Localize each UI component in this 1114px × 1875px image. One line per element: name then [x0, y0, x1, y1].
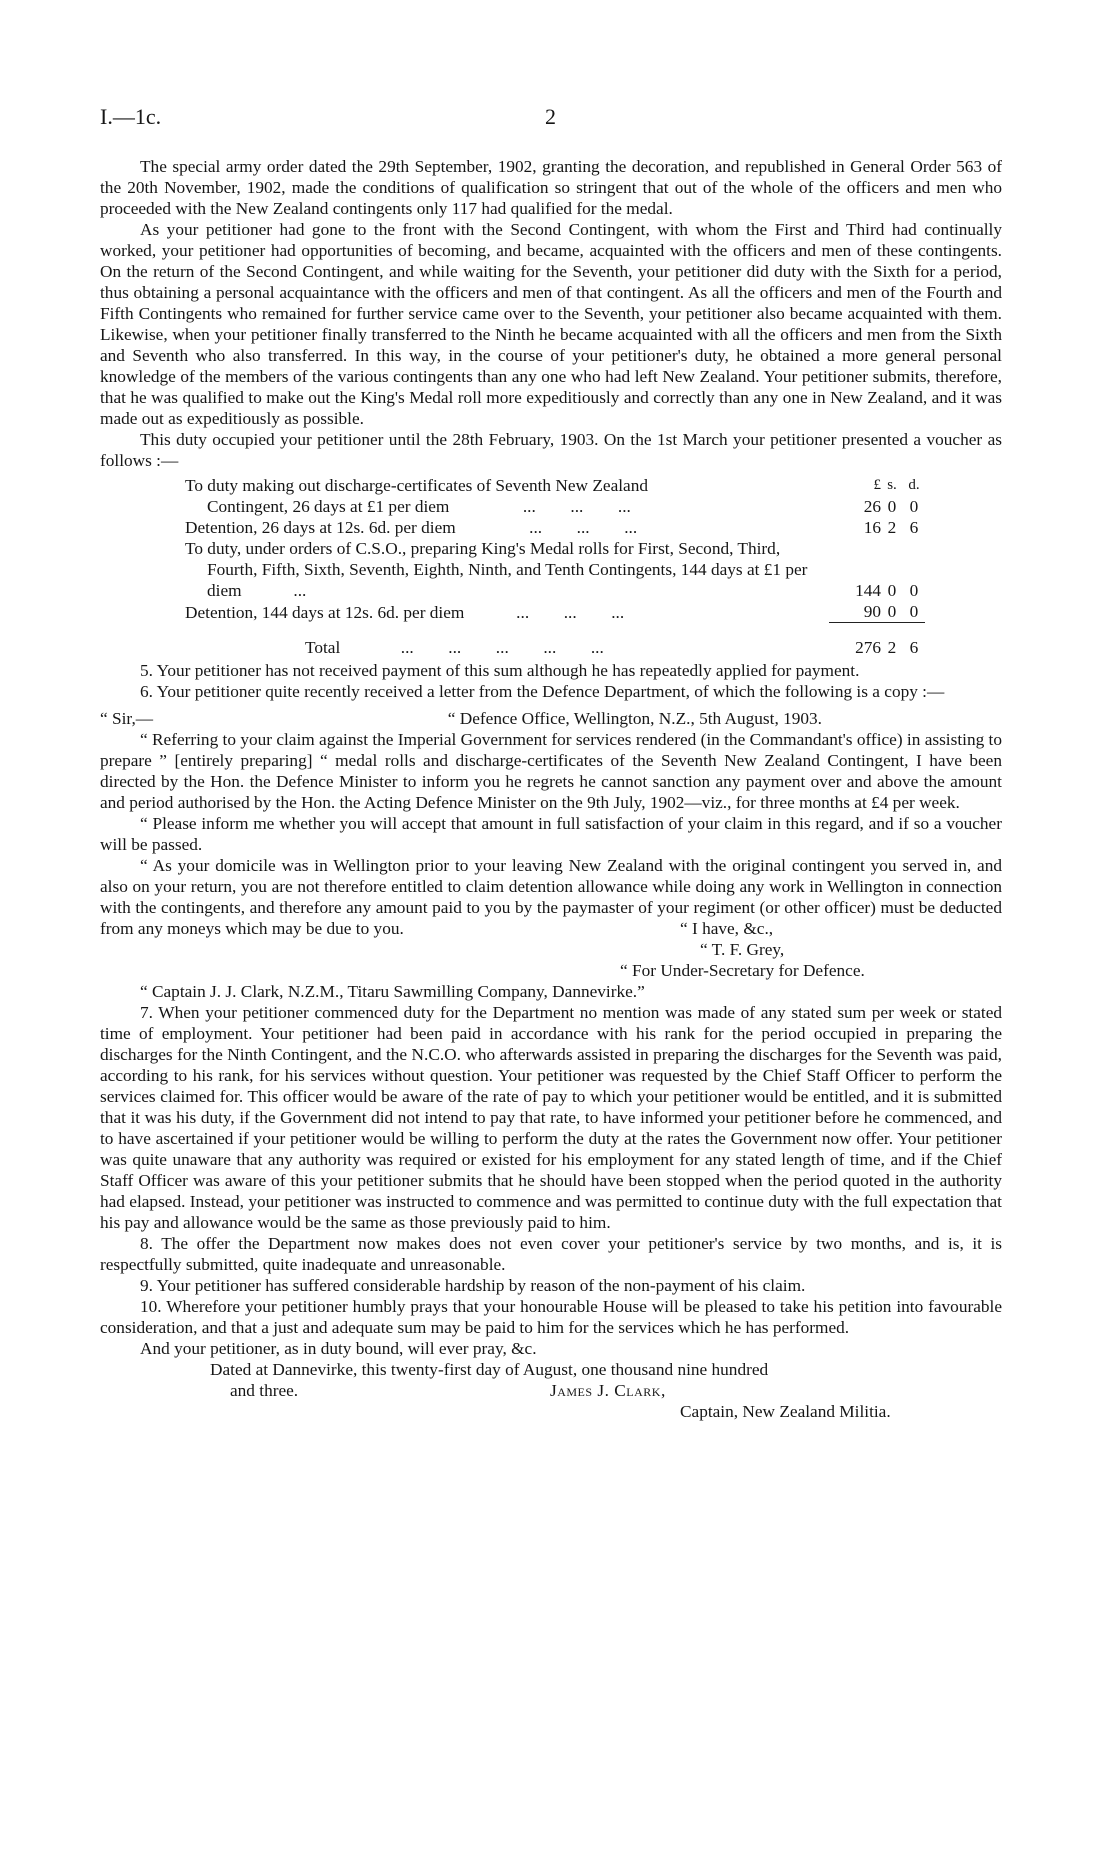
voucher-pence: 0 [909, 581, 919, 600]
voucher-table [185, 475, 925, 658]
voucher-total-pounds: 276 [829, 623, 881, 659]
voucher-pence: 6 [909, 518, 919, 537]
voucher-total-pence: 6 [903, 623, 925, 659]
voucher-desc: Contingent, 26 days at £1 per diem [207, 497, 450, 516]
paragraph-acquaintance: As your petitioner had gone to the front with the Second Contingent, with whom the First and Third had continually worked, your petitioner had opportunities of becoming, and became, acquainted with the officers and men of these contingents. On the return of the Second Contingent, and while waiting for the Seventh, your petitioner did duty with the Sixth for a period, thus obtaining a personal acquaintance with the officers and men of that contingent. As all the officers and men of the Fourth and Fifth Contingents who remained for further service came over to the Seventh, your petitioner also became acquainted with them. Likewise, when your petitioner finally transferred to the Ninth he became acquainted with all the officers and men from the Sixth and Seventh who also transferred. In this way, in the course of your petitioner's duty, he obtained a more general personal knowledge of the members of the various contingents than any one who had left New Zealand. Your petitioner submits, therefore, that he was qualified to make out the King's Medal roll more expeditiously and correctly than any one in New Zealand, and it was made out as expeditiously as possible. [100, 220, 1002, 428]
dated-line-2 [100, 1380, 1002, 1401]
leader-dots: ... ... ... [522, 497, 631, 516]
voucher-total-shillings: 2 [881, 623, 903, 659]
letter-salutation: “ Sir,— [100, 709, 154, 728]
voucher-pounds: 144 [855, 581, 881, 600]
voucher-col-pence: d. [908, 477, 920, 493]
petition-body [100, 156, 1002, 1422]
voucher-row [185, 496, 925, 517]
letter-signer: “ T. F. Grey, [700, 940, 785, 959]
paragraph-pray: And your petitioner, as in duty bound, will ever pray, &c. [140, 1339, 537, 1358]
signatory-rank: Captain, New Zealand Militia. [680, 1402, 891, 1421]
letter-address: “ Defence Office, Wellington, N.Z., 5th August, 1903. [447, 709, 822, 728]
paragraph-voucher-intro: This duty occupied your petitioner until the 28th February, 1903. On the 1st March your petitioner presented a voucher as follows :— [100, 430, 1002, 470]
leader-dots: ... ... ... [516, 602, 625, 622]
voucher-shillings: 0 [887, 581, 897, 600]
voucher-shillings: 2 [887, 518, 897, 537]
leader-dots: ... [293, 581, 307, 600]
paragraph-8: 8. The offer the Department now makes does not even cover your petitioner's service by two months, and is, it is respectfully submitted, quite inadequate and unreasonable. [100, 1234, 1002, 1274]
page-header [100, 104, 1000, 134]
voucher-shillings: 0 [887, 497, 897, 516]
letter-addressee: “ Captain J. J. Clark, N.Z.M., Titaru Sawmilling Company, Dannevirke.” [140, 982, 645, 1001]
paragraph-10: 10. Wherefore your petitioner humbly prays that your honourable House will be pleased to take his petition into favourable consideration, and that a just and adequate sum may be paid to him for the services which he has performed. [100, 1297, 1002, 1337]
paragraph-7: 7. When your petitioner commenced duty for the Department no mention was made of any stated sum per week or stated time of employment. Your petitioner had been paid in accordance with his rank for the period occupied in preparing the discharges for the Ninth Contingent, and the N.C.O. who afterwards assisted in preparing the discharges for the Seventh was paid, according to his rank, for his services without question. Your petitioner was requested by the Chief Staff Officer to perform the services claimed for. This officer would be aware of the rate of pay to which your petitioner would be entitled, and it is submitted that it was his duty, if the Government did not intend to pay that rate, to have informed your petitioner before he commenced, and to have ascertained if your petitioner would be willing to perform the duty at the rates the Government now offer. Your petitioner was quite unaware that any authority was required or existed for his employment for any stated length of time, and if the Chief Staff Officer was aware of this your petitioner submits that he should have been stopped when the period quoted in the authority had elapsed. Instead, your petitioner was instructed to commence and was permitted to continue duty with the full expectation that his pay and allowance would be the same as those previously paid to him. [100, 1003, 1002, 1232]
leader-dots: ... ... ... ... ... [400, 638, 604, 657]
paragraph-6: 6. Your petitioner quite recently received a letter from the Defence Department, of which the following is a copy :— [140, 682, 945, 701]
voucher-pounds: 90 [863, 602, 881, 621]
voucher-pounds: 16 [863, 518, 881, 537]
voucher-row [185, 601, 925, 623]
dated-year: and three. [230, 1381, 299, 1400]
paragraph-army-order: The special army order dated the 29th September, 1902, granting the decoration, and republished in General Order 563 of the 20th November, 1902, made the conditions of qualification so stringent that out of the whole of the officers and men who proceeded with the New Zealand contingents only 117 had qualified for the medal. [100, 157, 1002, 218]
letter-body-3: “ As your domicile was in Wellington prior to your leaving New Zealand with the original contingent you served in, and also on your return, you are not therefore entitled to claim detention allowance while doing any work in Wellington in connection with the contingents, and therefore any amount paid to you by the paymaster of your regiment (or other officer) must be deducted from any moneys which may be due to you. [100, 856, 1002, 938]
paragraph-5: 5. Your petitioner has not received payment of this sum although he has repeatedly applied for payment. [140, 661, 860, 680]
voucher-total-label: Total [305, 638, 341, 657]
paragraph-9: 9. Your petitioner has suffered considerable hardship by reason of the non-payment of his claim. [140, 1276, 806, 1295]
voucher-desc: Detention, 144 days at 12s. 6d. per diem [185, 602, 465, 622]
leader-dots: ... ... ... [529, 518, 638, 537]
voucher-total-row [185, 623, 925, 659]
letter-signer-title: “ For Under-Secretary for Defence. [620, 961, 865, 980]
letter-body-2: “ Please inform me whether you will accept that amount in full satisfaction of your claim in this regard, and if so a voucher will be passed. [100, 814, 1002, 854]
voucher-col-shillings: s. [887, 477, 897, 493]
voucher-row [185, 517, 925, 538]
voucher-pounds: 26 [863, 497, 881, 516]
document-reference: I.—1c. [100, 104, 162, 129]
voucher-desc: Detention, 26 days at 12s. 6d. per diem [185, 518, 456, 537]
page-number: 2 [545, 104, 556, 129]
letter-body-1: “ Referring to your claim against the Imperial Government for services rendered (in the Commandant's office) in assisting to prepare ” [entirely preparing] “ medal rolls and discharge-certificates of the Seventh New Zealand Contingent, I have been directed by the Hon. the Defence Minister to inform you he regrets he cannot sanction any payment over and above the amount and period authorised by the Hon. the Acting Defence Minister on the 9th July, 1902—viz., for three months at £4 per week. [100, 730, 1002, 812]
letter-closing: “ I have, &c., [680, 919, 774, 938]
voucher-row-first-line [185, 475, 925, 496]
dated-line: Dated at Dannevirke, this twenty-first day of August, one thousand nine hundred [210, 1360, 769, 1379]
signatory-name: James J. Clark, [550, 1381, 666, 1400]
voucher-desc: To duty, under orders of C.S.O., preparing King's Medal rolls for First, Second, Third, Fourth, Fifth, Sixth, Seventh, Eighth, Ninth, and Tenth Contingents, 144 days at £1 per diem [185, 539, 808, 600]
voucher-col-pounds: £ [873, 477, 881, 493]
voucher-shillings: 0 [887, 602, 897, 621]
voucher-pence: 0 [909, 497, 919, 516]
voucher-pence: 0 [909, 602, 919, 621]
letter-heading [100, 708, 1002, 729]
voucher-row [185, 538, 925, 601]
voucher-desc: To duty making out discharge-certificates of Seventh New Zealand [185, 476, 648, 495]
